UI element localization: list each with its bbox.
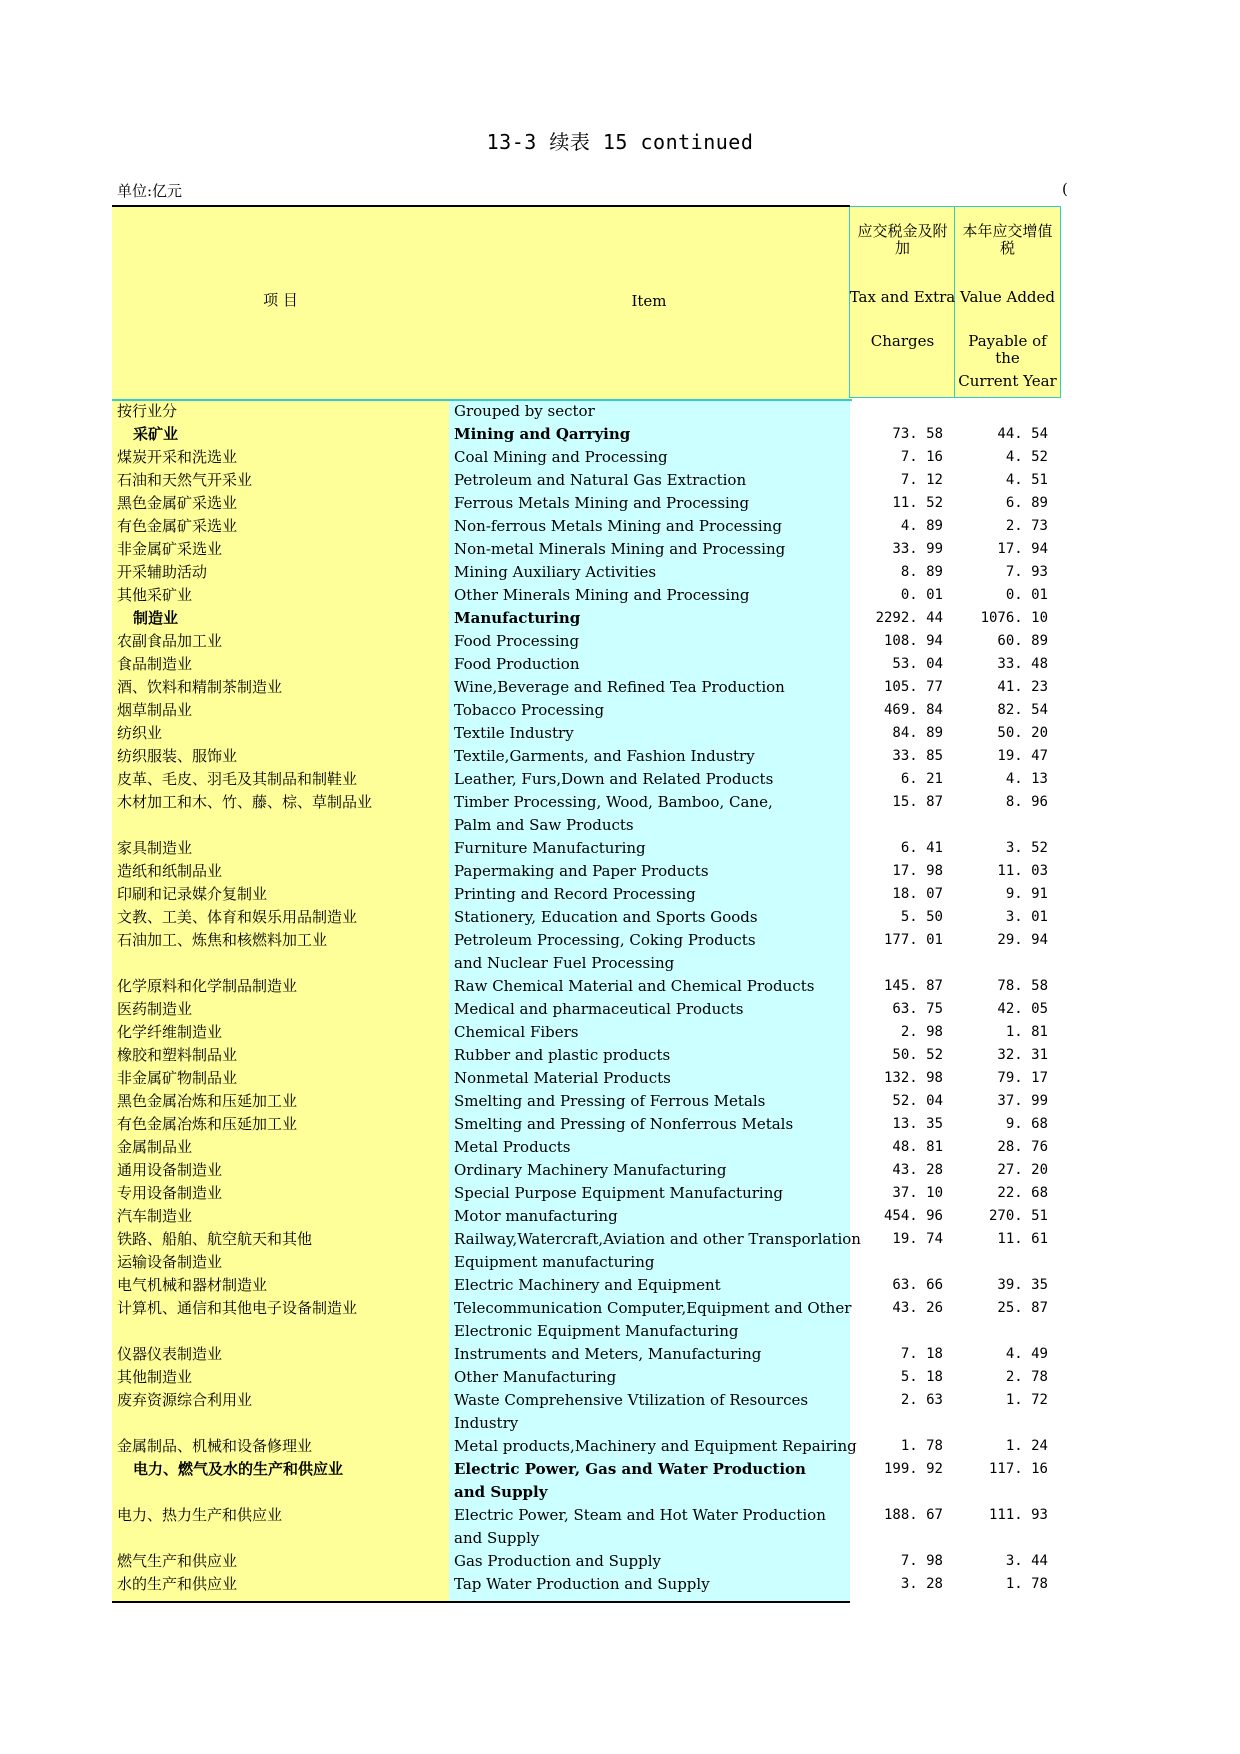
row-value-tax: 63. 75 [892,1001,943,1017]
row-label-en: Papermaking and Paper Products [454,862,709,880]
row-value-tax: 1. 78 [900,1438,943,1454]
row-label-cn: 金属制品、机械和设备修理业 [117,1437,313,1455]
table-row [0,1228,1240,1251]
row-value-vat: 33. 48 [997,656,1048,672]
row-value-tax: 4. 89 [900,518,943,534]
table-row [0,1343,1240,1366]
row-label-en: Chemical Fibers [454,1023,579,1041]
table-row [0,1021,1240,1044]
header-vat-en-a: Value Added [959,288,1056,306]
row-value-tax: 0. 01 [900,587,943,603]
table-row [0,1550,1240,1573]
row-label-en: Smelting and Pressing of Nonferrous Metals [454,1115,794,1133]
row-label-cn: 铁路、船舶、航空航天和其他 [117,1230,313,1248]
row-label-en: Electric Power, Steam and Hot Water Production [454,1506,826,1524]
row-value-vat: 79. 17 [997,1070,1048,1086]
table-row [0,1481,1240,1504]
row-label-en: Motor manufacturing [454,1207,618,1225]
table-row [0,492,1240,515]
header-vat-en-c: Current Year [958,372,1057,390]
row-label-cn: 纺织业 [117,724,163,742]
row-value-vat: 2. 73 [1005,518,1048,534]
row-label-cn: 纺织服装、服饰业 [117,747,238,765]
table-row [0,1274,1240,1297]
row-label-en: Ferrous Metals Mining and Processing [454,494,750,512]
table-row [0,561,1240,584]
table-row [0,607,1240,630]
row-label-en: Special Purpose Equipment Manufacturing [454,1184,783,1202]
page-title: 13-3 续表 15 continued [486,130,754,154]
row-value-vat: 37. 99 [997,1093,1048,1109]
row-label-en: and Nuclear Fuel Processing [454,954,675,972]
row-value-vat: 2. 78 [1005,1369,1048,1385]
table-row [0,584,1240,607]
row-value-vat: 1. 72 [1005,1392,1048,1408]
row-label-en: Electronic Equipment Manufacturing [454,1322,739,1340]
row-value-tax: 108. 94 [883,633,943,649]
row-label-en: Non-ferrous Metals Mining and Processing [454,517,782,535]
row-label-en: Tap Water Production and Supply [454,1575,710,1593]
row-value-vat: 1. 24 [1005,1438,1048,1454]
row-label-en: Non-metal Minerals Mining and Processing [454,540,786,558]
row-value-tax: 84. 89 [892,725,943,741]
row-label-en: Mining Auxiliary Activities [454,563,657,581]
row-label-cn: 家具制造业 [117,839,193,857]
row-value-vat: 29. 94 [997,932,1048,948]
table-row [0,446,1240,469]
row-value-vat: 4. 13 [1005,771,1048,787]
row-value-tax: 188. 67 [883,1507,943,1523]
table-row [0,1504,1240,1527]
table-row [0,929,1240,952]
row-label-en: Wine,Beverage and Refined Tea Production [454,678,785,696]
row-value-tax: 6. 41 [900,840,943,856]
table-row [0,1366,1240,1389]
row-value-vat: 6. 89 [1005,495,1048,511]
table-row [0,814,1240,837]
row-label-en: Gas Production and Supply [454,1552,662,1570]
row-value-vat: 41. 23 [997,679,1048,695]
row-label-en: Palm and Saw Products [454,816,634,834]
row-label-cn: 石油和天然气开采业 [117,471,253,489]
row-label-en: Food Processing [454,632,580,650]
table-row [0,400,1240,423]
row-value-vat: 4. 49 [1005,1346,1048,1362]
table-row [0,1090,1240,1113]
row-value-tax: 73. 58 [892,426,943,442]
row-label-cn: 废弃资源综合利用业 [117,1391,253,1409]
header-item-en: Item [631,292,667,310]
row-value-tax: 132. 98 [883,1070,943,1086]
row-label-en: Other Manufacturing [454,1368,617,1386]
row-label-en: and Supply [454,1483,548,1501]
row-label-cn: 其他采矿业 [117,586,193,604]
table-row [0,653,1240,676]
row-value-tax: 7. 16 [900,449,943,465]
row-value-tax: 43. 28 [892,1162,943,1178]
row-label-cn: 汽车制造业 [117,1207,193,1225]
row-value-tax: 52. 04 [892,1093,943,1109]
row-value-vat: 22. 68 [997,1185,1048,1201]
row-label-en: Tobacco Processing [454,701,605,719]
row-value-vat: 11. 03 [997,863,1048,879]
row-value-tax: 2. 63 [900,1392,943,1408]
row-value-tax: 7. 98 [900,1553,943,1569]
row-label-cn: 制造业 [133,609,179,627]
table-row [0,699,1240,722]
row-label-cn: 电气机械和器材制造业 [117,1276,268,1294]
row-value-tax: 18. 07 [892,886,943,902]
table-row [0,975,1240,998]
row-label-cn: 开采辅助活动 [117,563,208,581]
row-label-cn: 电力、燃气及水的生产和供应业 [133,1460,344,1478]
row-value-tax: 50. 52 [892,1047,943,1063]
header-item-cn: 项 目 [263,291,298,309]
unit-label: 单位:亿元 [117,182,183,200]
header-tax-en-b: Charges [870,332,935,350]
row-value-vat: 0. 01 [1005,587,1048,603]
row-value-vat: 27. 20 [997,1162,1048,1178]
row-value-tax: 454. 96 [883,1208,943,1224]
row-value-tax: 6. 21 [900,771,943,787]
row-value-vat: 78. 58 [997,978,1048,994]
table-row [0,676,1240,699]
row-label-cn: 文教、工美、体育和娱乐用品制造业 [117,908,358,926]
table-row [0,952,1240,975]
row-value-vat: 117. 16 [988,1461,1048,1477]
row-value-tax: 15. 87 [892,794,943,810]
row-label-cn: 烟草制品业 [117,701,193,719]
row-value-vat: 60. 89 [997,633,1048,649]
row-label-cn: 黑色金属冶炼和压延加工业 [117,1092,298,1110]
row-label-en: Mining and Qarrying [454,425,631,443]
table-row [0,837,1240,860]
row-value-tax: 11. 52 [892,495,943,511]
row-value-tax: 3. 28 [900,1576,943,1592]
row-label-cn: 非金属矿采选业 [117,540,223,558]
row-value-tax: 37. 10 [892,1185,943,1201]
row-value-vat: 270. 51 [988,1208,1048,1224]
row-label-cn: 采矿业 [133,425,179,443]
row-value-vat: 1. 81 [1005,1024,1048,1040]
table-row [0,906,1240,929]
row-label-en: Industry [454,1414,519,1432]
row-label-cn: 酒、饮料和精制茶制造业 [117,678,283,696]
row-value-tax: 5. 50 [900,909,943,925]
table-row [0,1435,1240,1458]
row-label-en: Printing and Record Processing [454,885,696,903]
row-label-cn: 煤炭开采和洗选业 [117,448,238,466]
table-row [0,423,1240,446]
row-label-cn: 化学原料和化学制品制造业 [117,977,298,995]
row-value-tax: 2. 98 [900,1024,943,1040]
row-value-vat: 9. 68 [1005,1116,1048,1132]
row-label-cn: 非金属矿物制品业 [117,1069,238,1087]
table-row [0,860,1240,883]
row-label-en: Ordinary Machinery Manufacturing [454,1161,727,1179]
header-tax-en-a: Tax and Extra [849,288,956,306]
row-value-vat: 28. 76 [997,1139,1048,1155]
row-value-vat: 1076. 10 [980,610,1048,626]
row-label-cn: 计算机、通信和其他电子设备制造业 [117,1299,358,1317]
row-value-vat: 3. 44 [1005,1553,1048,1569]
table-row [0,768,1240,791]
row-value-vat: 32. 31 [997,1047,1048,1063]
row-value-tax: 43. 26 [892,1300,943,1316]
row-label-cn: 电力、热力生产和供应业 [117,1506,283,1524]
row-value-vat: 1. 78 [1005,1576,1048,1592]
row-label-cn: 医药制造业 [117,1000,193,1018]
table-row [0,1182,1240,1205]
table-row [0,630,1240,653]
row-label-cn: 木材加工和木、竹、藤、棕、草制品业 [117,793,373,811]
row-label-cn: 皮革、毛皮、羽毛及其制品和制鞋业 [117,770,358,788]
unit-mark: ( [1062,180,1068,198]
row-value-vat: 82. 54 [997,702,1048,718]
row-label-en: Textile,Garments, and Fashion Industry [454,747,755,765]
table-row [0,1297,1240,1320]
table-row [0,1251,1240,1274]
row-value-vat: 4. 51 [1005,472,1048,488]
row-value-tax: 8. 89 [900,564,943,580]
row-label-en: Petroleum Processing, Coking Products [454,931,756,949]
row-label-cn: 有色金属冶炼和压延加工业 [117,1115,298,1133]
table-row [0,1412,1240,1435]
row-value-tax: 63. 66 [892,1277,943,1293]
table-row [0,1573,1240,1596]
row-label-en: Nonmetal Material Products [454,1069,671,1087]
row-value-vat: 3. 52 [1005,840,1048,856]
row-label-cn: 印刷和记录媒介复制业 [117,885,268,903]
row-value-vat: 111. 93 [988,1507,1048,1523]
row-value-tax: 19. 74 [892,1231,943,1247]
row-label-en: Medical and pharmaceutical Products [454,1000,744,1018]
table-row [0,1113,1240,1136]
header-top-rule [112,205,850,207]
table-row [0,1136,1240,1159]
row-value-vat: 9. 91 [1005,886,1048,902]
table-row [0,1067,1240,1090]
table-row [0,515,1240,538]
row-value-vat: 4. 52 [1005,449,1048,465]
table-bottom-rule [112,1601,850,1603]
row-label-en: Waste Comprehensive Vtilization of Resources [454,1391,809,1409]
header-vat-cn: 本年应交增值税 [962,222,1053,257]
table-row [0,1389,1240,1412]
row-label-en: Telecommunication Computer,Equipment and Other [454,1299,852,1317]
row-label-en: Furniture Manufacturing [454,839,646,857]
table-row [0,791,1240,814]
row-label-cn: 运输设备制造业 [117,1253,223,1271]
row-label-cn: 仪器仪表制造业 [117,1345,223,1363]
row-value-tax: 145. 87 [883,978,943,994]
row-label-en: Metal Products [454,1138,571,1156]
row-value-vat: 7. 93 [1005,564,1048,580]
table-row [0,1205,1240,1228]
table-row [0,1320,1240,1343]
row-label-cn: 水的生产和供应业 [117,1575,238,1593]
row-label-en: Electric Machinery and Equipment [454,1276,721,1294]
row-label-cn: 农副食品加工业 [117,632,223,650]
row-value-vat: 39. 35 [997,1277,1048,1293]
row-value-tax: 33. 99 [892,541,943,557]
row-label-en: Railway,Watercraft,Aviation and other Transporlation [454,1230,861,1248]
row-label-cn: 通用设备制造业 [117,1161,223,1179]
row-value-vat: 19. 47 [997,748,1048,764]
row-label-cn: 石油加工、炼焦和核燃料加工业 [117,931,328,949]
row-value-tax: 13. 35 [892,1116,943,1132]
row-label-cn: 黑色金属矿采选业 [117,494,238,512]
row-value-tax: 17. 98 [892,863,943,879]
row-label-en: Smelting and Pressing of Ferrous Metals [454,1092,766,1110]
row-value-vat: 44. 54 [997,426,1048,442]
row-value-tax: 7. 12 [900,472,943,488]
table-row [0,1458,1240,1481]
row-value-tax: 2292. 44 [875,610,943,626]
row-label-cn: 橡胶和塑料制品业 [117,1046,238,1064]
row-value-tax: 199. 92 [883,1461,943,1477]
row-label-cn: 燃气生产和供应业 [117,1552,238,1570]
table-row [0,538,1240,561]
row-label-cn: 造纸和纸制品业 [117,862,223,880]
row-label-en: Petroleum and Natural Gas Extraction [454,471,747,489]
row-label-cn: 专用设备制造业 [117,1184,223,1202]
row-label-cn: 食品制造业 [117,655,193,673]
row-label-en: Timber Processing, Wood, Bamboo, Cane, [454,793,773,811]
row-value-tax: 48. 81 [892,1139,943,1155]
row-value-tax: 469. 84 [883,702,943,718]
row-label-en: Electric Power, Gas and Water Production [454,1460,806,1478]
row-value-vat: 8. 96 [1005,794,1048,810]
row-label-cn: 金属制品业 [117,1138,193,1156]
row-value-vat: 11. 61 [997,1231,1048,1247]
table-row [0,1044,1240,1067]
row-value-vat: 50. 20 [997,725,1048,741]
row-value-tax: 177. 01 [883,932,943,948]
table-row [0,1159,1240,1182]
row-label-en: Manufacturing [454,609,581,627]
row-value-tax: 33. 85 [892,748,943,764]
row-label-en: Rubber and plastic products [454,1046,671,1064]
table-row [0,469,1240,492]
row-label-en: Stationery, Education and Sports Goods [454,908,758,926]
row-label-cn: 按行业分 [117,402,178,420]
row-value-tax: 5. 18 [900,1369,943,1385]
row-label-en: Metal products,Machinery and Equipment Repairing [454,1437,857,1455]
row-label-en: Textile Industry [454,724,574,742]
row-value-vat: 3. 01 [1005,909,1048,925]
header-vat-en-b: Payable of the [968,332,1047,367]
row-value-vat: 17. 94 [997,541,1048,557]
row-label-en: and Supply [454,1529,540,1547]
row-label-cn: 化学纤维制造业 [117,1023,223,1041]
row-label-en: Equipment manufacturing [454,1253,655,1271]
row-label-cn: 有色金属矿采选业 [117,517,238,535]
row-label-en: Leather, Furs,Down and Related Products [454,770,774,788]
row-label-en: Grouped by sector [454,402,595,420]
row-label-en: Coal Mining and Processing [454,448,668,466]
table-row [0,722,1240,745]
table-row [0,998,1240,1021]
row-value-vat: 42. 05 [997,1001,1048,1017]
row-value-tax: 53. 04 [892,656,943,672]
row-value-tax: 105. 77 [883,679,943,695]
row-label-en: Instruments and Meters, Manufacturing [454,1345,762,1363]
row-label-en: Raw Chemical Material and Chemical Products [454,977,815,995]
row-label-en: Food Production [454,655,580,673]
row-label-cn: 其他制造业 [117,1368,193,1386]
row-label-en: Other Minerals Mining and Processing [454,586,750,604]
row-value-vat: 25. 87 [997,1300,1048,1316]
table-row [0,883,1240,906]
table-row [0,745,1240,768]
table-row [0,1527,1240,1550]
header-tax-cn: 应交税金及附加 [857,222,948,257]
row-value-tax: 7. 18 [900,1346,943,1362]
